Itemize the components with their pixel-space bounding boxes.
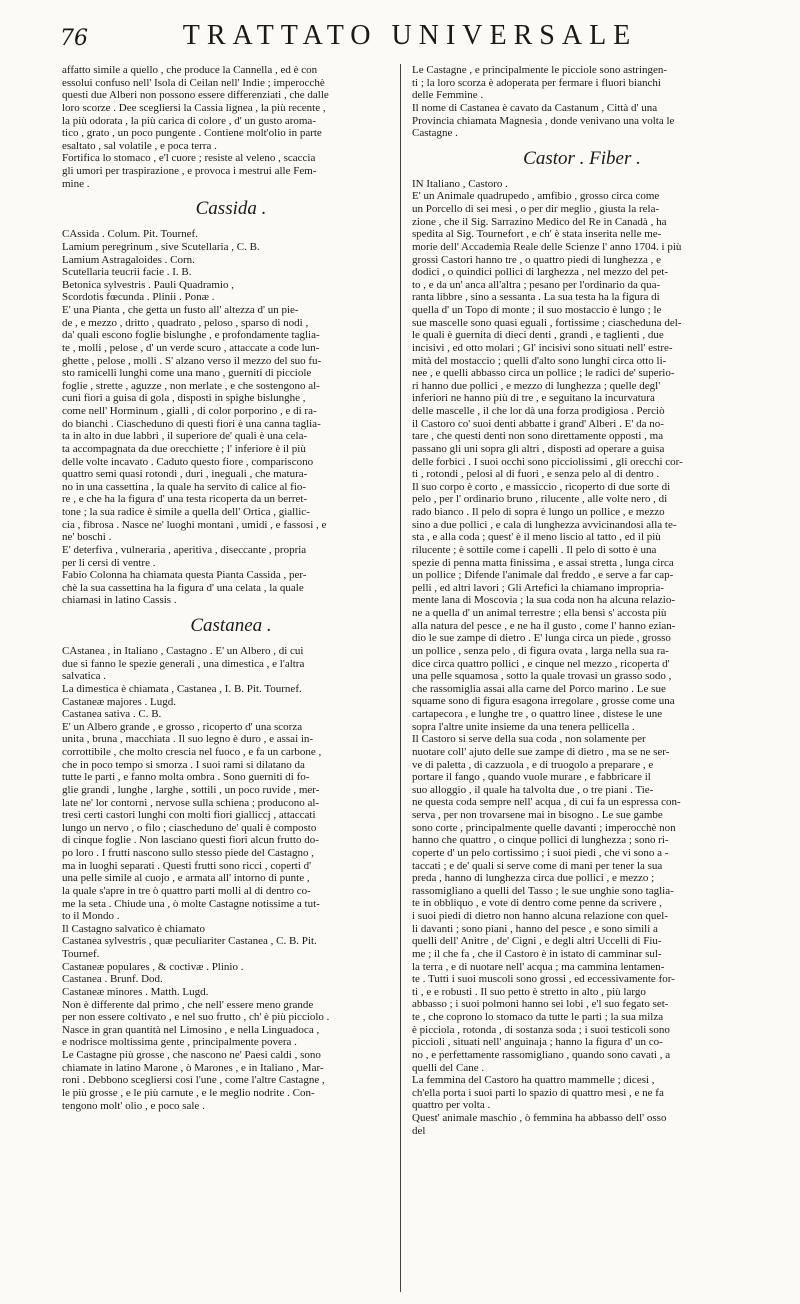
page-number: 76 — [60, 26, 88, 51]
text-line: Le Castagne più grosse , che nascono ne' Paesi caldi , sono — [62, 1049, 321, 1061]
text-line: da' quali escono foglie bislunghe , e profondamente taglia- — [62, 329, 320, 342]
text-line: gli umori per traspirazione , e provoca i mestrui alle Fem- — [62, 165, 317, 177]
left-column — [62, 64, 400, 1112]
text-line: serva , per non trovarsene mai in bisogno . Le sue gambe — [412, 809, 663, 821]
text-line: per li cersi di ventre . — [62, 556, 156, 569]
text-line: loro scorze . Dee scegliersi la Cassia lignea , la più recente , — [62, 101, 326, 114]
text-line: te , che coprono lo stomaco da tutte le parti ; la sua milza — [412, 1011, 664, 1023]
text-line: esaltato , sal volatile , e poca terra . — [62, 139, 217, 152]
text-line: tone ; la sua radice è simile a quella dell' Ortica , giallic- — [62, 506, 310, 518]
text-line: Castanea . Brunf. Dod. — [62, 973, 163, 986]
running-title: TRATTATO UNIVERSALE — [182, 20, 638, 51]
text-line: Lamium Astragaloides . Corn. — [62, 253, 195, 266]
text-line: La dimestica è chiamata , Castanea , I. B. Pit. Tournef. — [62, 682, 302, 695]
text-line: la terra , e di nuotare nell' acqua ; ma cammina lentamen- — [412, 960, 665, 973]
text-line: quelli del Cane . — [412, 1061, 485, 1074]
section-heading: Castanea . — [190, 615, 272, 636]
text-line: pelli , ed altri lavori ; Gli Artefici la chiamano impropria- — [412, 581, 665, 594]
text-line: ch'ella porta i suoi parti lo spazio di quattro mesi , e ne fa — [412, 1086, 664, 1099]
text-line: po loro . I frutti nascono sullo stesso piede del Castagno , — [62, 847, 315, 859]
text-line: roni . Debbono scegliersi così l'une , come l'altre Castagne , — [62, 1074, 325, 1087]
section-heading: Castor . Fiber . — [523, 147, 641, 169]
text-line: essolui confuso nell' Isola di Ceilan nell' Indie ; imperocchè — [62, 76, 325, 89]
text-line: per non essere coltivato , e nel suo frutto , ch' è più picciolo . — [62, 1011, 330, 1024]
text-line: de , e mezzo , dritto , quadrato , peloso , sparso di nodi , — [62, 316, 309, 329]
text-line: glie grandi , lunghe , larghe , sottili , un poco ruvide , mer- — [62, 783, 320, 796]
text-line: chiamate in latino Marone , ò Marones , e in Italiano , Mar- — [62, 1061, 324, 1074]
text-line: delle volte incavato . Caduto questo fiore , compariscono — [62, 455, 314, 468]
text-line: E' un Albero grande , e grosso , ricoperto d' una scorza — [62, 720, 303, 733]
text-line: spedita al Sig. Tournefort , e ch' è stata inserita nelle me- — [412, 228, 662, 241]
text-line: inferiori ne hanno più di tre , e seguitano la incurvatura — [412, 392, 655, 405]
text-line: nee , e quelli abbasso circa un pollice ; le radici de' superio- — [412, 367, 675, 380]
text-line: le quali è guernita di dieci denti , grandi , e taglienti , due — [412, 329, 664, 342]
text-line: mente lana di Moscovia ; la sua coda non ha alcuna relazio- — [412, 594, 675, 607]
text-line: Scutellaria teucrii facie . I. B. — [62, 266, 192, 279]
text-line: mità del mostaccio ; quelli d'alto sono lunghi circa otto li- — [412, 354, 667, 367]
text-line: ghette , pelose , molli . S' alzano verso il mezzo del suo fu- — [62, 354, 322, 367]
text-line: no , e perfettamente rassomigliano , quando sono cavati , a — [412, 1048, 671, 1061]
text-line: la quale s'apre in tre ò quattro parti molli al di dentro co- — [62, 884, 311, 897]
text-line: ve di paletta , di cazzuola , e di truogolo a preparare , e — [412, 758, 654, 771]
text-line: piccioli , situati nell' anguinaja ; hanno la figura d' un co- — [412, 1036, 663, 1049]
text-line: Tournef. — [62, 948, 100, 960]
text-line: il Castoro co' suoi denti abbatte i grand' Alberi . E' da no- — [412, 417, 664, 430]
text-line: chè la sua cassettina ha la figura d' una celata , la quale — [62, 581, 304, 594]
text-line: te . Tutti i suoi muscoli sono grossi , ed eccessivamente for- — [412, 973, 675, 986]
text-line: nuotare coll' ajuto delle sue zampe di dietro , ma se ne ser- — [412, 745, 670, 758]
text-line: zione , che il Sig. Sarrazino Medico del Re in Canadà , ha — [412, 215, 667, 228]
text-line: Castanea sylvestris , quæ peculiariter Castanea , C. B. Pit. — [62, 935, 317, 948]
text-line: Fabio Colonna ha chiamata questa Pianta Cassida , per- — [62, 569, 307, 582]
text-line: Le Castagne , e principalmente le picciole sono astringen- — [412, 64, 668, 76]
text-line: Il Castagno salvatico è chiamato — [62, 922, 205, 935]
text-line: dio le sue zampe di dietro . E' lunga circa un piede , grosso — [412, 632, 671, 645]
text-line: grossi Castori hanno tre , o quattro piedi di lunghezza , e — [412, 253, 661, 266]
text-line: ti ; la loro scorza è adoperata per fermare i fluori bianchi — [412, 76, 661, 89]
text-line: un Porcello di sei mesi , o per dir meglio , giusta la rela- — [412, 203, 660, 215]
text-line: sino a due pollici , e cala di lunghezza avvicinandosi alla te- — [412, 518, 677, 531]
text-line: Provincia chiamata Magnesia , donde venivano una volta le — [412, 114, 675, 127]
text-line: i suoi piedi di dietro non hanno alcuna relazione con quel- — [412, 910, 668, 922]
text-line: del — [412, 1124, 426, 1137]
text-line: E' un Animale quadrupedo , amfibio , grosso circa come — [412, 190, 660, 203]
text-line: cartapecora , e lunghe tre , o quattro linee , distese le une — [412, 708, 663, 720]
text-line: un pollice ; Difende l'animale dal freddo , e serve a far cap- — [412, 569, 674, 582]
text-line: do bianchi . Ciascheduno di questi fiori è una canna taglia- — [62, 417, 321, 430]
text-line: Scordotis fœcunda . Plinii . Ponæ . — [62, 291, 215, 304]
text-line: Castaneæ minores . Matth. Lugd. — [62, 985, 209, 998]
text-line: Nasce in gran quantità nel Limosino , e nella Linguadoca , — [62, 1023, 320, 1036]
text-line: tico , grato , un poco pungente . Contiene molt'olio in parte — [62, 127, 322, 140]
text-line: e nodrisce moltissima gente , principalmente povera . — [62, 1036, 297, 1049]
right-column — [412, 64, 752, 1137]
section-heading: Cassida . — [195, 198, 267, 220]
text-line: la più odorata , la più carica di colore , d' un gusto aroma- — [62, 114, 316, 127]
text-line: suo alloggio , il quale ha talvolta due , o tre piani . Tie- — [412, 783, 654, 796]
text-line: alla natura del pesce , e ne ha il gusto , come l' hanno ezian- — [412, 619, 676, 632]
text-line: portare il fango , quando vuole murare , e fabbricare il — [412, 771, 651, 784]
text-line: affatto simile a quello , che produce la Cannella , ed è con — [62, 64, 318, 76]
text-line: tresì certi castori lunghi con molti fiori gialliccj , attaccati — [62, 809, 316, 822]
text-line: morie dell' Accademia Reale delle Scienze l' anno 1704. i più — [412, 240, 682, 253]
text-line: mine . — [62, 177, 90, 190]
text-line: squame sono di figura esagona irregolare , grosse come una — [412, 695, 675, 708]
text-line: rassomigliano a quelli del Tasso ; le sue unghie sono taglia- — [412, 884, 674, 897]
text-line: quattro per volta . — [412, 1099, 491, 1112]
text-line: passano gli uni sopra gli altri , disposti ad operare a guisa — [412, 442, 665, 455]
text-line: quattro semi quasi rotondi , duri , ineguali , che matura- — [62, 468, 308, 481]
text-line: salvatica . — [62, 670, 106, 683]
text-line: sono corte , principalmente quelle davanti ; imperocchè non — [412, 821, 676, 834]
text-line: tare , che questi denti non sono direttamente opposti , ma — [412, 430, 664, 443]
text-line: to , e da un' anca all'altra ; pesano per l'ordinario da qua- — [412, 278, 661, 291]
text-line: che rassomiglia assai alla carne del Porco marino . Le sue — [412, 682, 666, 695]
text-line: li davanti ; sono piani , hanno del pesce , e sono simili a — [412, 922, 658, 935]
text-line: Il suo corpo è corto , e massiccio , ricoperto di due sorte di — [412, 480, 671, 493]
text-line: rilucente ; è sottile come i capelli . Il pelo di sotto è una — [412, 543, 657, 556]
text-line: delle Femmine . — [412, 89, 484, 102]
text-line: tengono molt' olio , e poco sale . — [62, 1099, 205, 1112]
text-line: CAstanea , in Italiano , Castagno . E' un Albero , di cui — [62, 645, 304, 657]
text-line: IN Italiano , Castoro . — [412, 177, 508, 190]
text-line: come nell' Horminum , gialli , di color porporino , e di ra- — [62, 405, 317, 417]
text-line: ne' boschi . — [62, 531, 112, 544]
text-line: coperte d' un pelo cortissimo ; i suoi piedi , che vi sono a - — [412, 846, 669, 859]
text-line: ma in luoghi separati . Questi frutti sono ricci , coperti d' — [62, 859, 312, 872]
text-line: E' deterfiva , vulneraria , aperitiva , diseccante , propria — [62, 543, 307, 556]
text-line: ranta libbre , sino a sessanta . La sua testa ha la figura di — [412, 291, 660, 304]
text-line: quella d' un Topo di monte ; il suo mostaccio è lungo ; le — [412, 304, 662, 316]
text-line: cia , fibrosa . Nasce ne' luoghi montani , umidi , e fassosi , e — [62, 518, 327, 531]
text-line: Fortifica lo stomaco , e'l cuore ; resiste al veleno , scaccia — [62, 152, 316, 165]
text-line: cuni fiori a guisa di gola , disposti in spighe bislunghe , — [62, 392, 306, 405]
text-line: hanno che quattro , o cinque pollici di lunghezza ; sono ri- — [412, 834, 669, 847]
text-line: ta accompagnata da due orecchiette ; l' inferiore è il più — [62, 442, 306, 455]
text-line: ti , e e robusti . Il suo petto è stretto in alto , più largo — [412, 985, 646, 998]
text-line: chiamasi in latino Cassis . — [62, 594, 177, 607]
text-line: Quest' animale maschio , ò femmina ha abbasso dell' osso — [412, 1112, 667, 1124]
text-line: Lamium peregrinum , sive Scutellaria , C. B. — [62, 240, 260, 253]
text-line: ne a quella d' un animal terrestre ; ella bensì s' accosta più — [412, 607, 667, 619]
page-header — [60, 18, 760, 58]
text-line: preda , hanno di lunghezza circa due pollici , e mezzo ; — [412, 872, 655, 885]
text-line: Il nome di Castanea è cavato da Castanum , Città d' una — [412, 101, 658, 114]
text-line: no in una cassettina , la quale ha servito di calice al fio- — [62, 480, 307, 493]
text-line: re , e che ha la figura d' una testa ricoperta da un berret- — [62, 493, 308, 506]
text-line: questi due Alberi non possono essere differenziati , che dalle — [62, 89, 329, 102]
text-line: dodici , o quindici pollici di larghezza , nel mezzo del pet- — [412, 266, 669, 279]
text-line: un pollice , senza pelo , di figura ovata , larga nella sua ra- — [412, 644, 669, 657]
text-line: è picciola , rotonda , di sostanza soda ; i suoi testicoli sono — [412, 1023, 670, 1036]
text-line: lungo un nervo , o filo ; ciascheduno de' quali è composto — [62, 821, 317, 834]
text-line: ti , rotondi , pelosi al di fuori , e senza pelo al di dentro . — [412, 468, 660, 481]
text-line: CAssida . Colum. Pit. Tournef. — [62, 228, 198, 241]
text-line: ta in alto in due labbri , il superiore de' quali è una cela- — [62, 430, 308, 443]
text-line: te in obbliquo , e vote di dentro come penne da scrivere , — [412, 897, 662, 910]
text-line: Non è differente dal primo , che nell' essere meno grande — [62, 998, 314, 1011]
text-line: ri hanno due pollici , e mezzo di lunghezza ; quelle degl' — [412, 379, 661, 392]
column-divider — [400, 64, 401, 1292]
text-line: le più grosse , e le più carnute , e le meglio nodrite . Con- — [62, 1086, 315, 1099]
text-line: E' una Pianta , che getta un fusto all' altezza d' un pie- — [62, 304, 299, 316]
text-line: incisivi , ed otto molari ; Gl' incisivi sono situati nell' estre- — [412, 341, 673, 354]
text-line: due si fanno le spezie generali , una dimestica , e l'altra — [62, 657, 305, 670]
text-line: di cinque foglie . Non lasciano questi fiori alcun frutto do- — [62, 834, 319, 847]
text-line: pelo , per l' ordinario bruno , rilucente , alle volte nero , di — [412, 493, 668, 506]
text-line: sto ramicelli lunghi come una mano , guerniti di picciole — [62, 367, 312, 380]
text-line: quelli dell' Anitre , de' Cigni , e degli altri Uccelli di Fiu- — [412, 935, 662, 948]
text-line: una pelle squamosa , sotto la quale trovasi un grasso sodo , — [412, 670, 672, 683]
text-line: che in poco tempo si smorza . I suoi rami si dilatano da — [62, 758, 305, 771]
text-line: sopra l'altre unite insieme da una tenera pellicella . — [412, 720, 635, 733]
text-line: tutte le parti , e fanno molta ombra . Sono guerniti di fo- — [62, 771, 310, 784]
text-line: taccati ; e de' quali si serve come di mani per tener la sua — [412, 859, 663, 872]
text-line: late ne' lor contorni , nervose sulla schiena ; producono al- — [62, 796, 320, 809]
text-line: unita , bruna , macchiata . Il suo legno è duro , e assai in- — [62, 733, 314, 746]
text-line: dice circa quattro pollici , e cinque nel mezzo , ricoperta d' — [412, 657, 670, 670]
text-line: foglie , strette , aguzze , non merlate , e che sostengono al- — [62, 379, 320, 392]
text-line: to il Mondo . — [62, 910, 120, 923]
text-line: Castagne . — [412, 127, 458, 140]
text-line: ne questa coda sempre nell' acqua , di cui fa un espressa con- — [412, 796, 681, 809]
text-line: Castaneæ majores . Lugd. — [62, 695, 176, 708]
text-line: abbasso ; i suoi polmoni hanno sei lobi , e'l suo fegato set- — [412, 998, 669, 1011]
text-line: rado bianco . Il pelo di sopra è lungo un pollice , e mezzo — [412, 506, 665, 518]
text-line: sta , e alla coda ; quest' è il meno liscio al tatto , ed il più — [412, 531, 661, 544]
text-line: La femmina del Castoro ha quattro mammelle ; dicesi , — [412, 1074, 655, 1087]
text-line: Betonica sylvestris . Pauli Quadramio , — [62, 278, 234, 291]
text-line: delle forbici . I suoi occhi sono picciolissimi , gli orecchi cor- — [412, 455, 683, 468]
text-line: delle mascelle , il che lor dà una forza prodigiosa . Perciò — [412, 405, 665, 417]
text-line: te , molli , pelose , d' un verde scuro , attaccate a code lun- — [62, 341, 320, 354]
text-line: Castaneæ populares , & coctivæ . Plinio . — [62, 960, 244, 973]
text-line: Castanea sativa . C. B. — [62, 708, 162, 721]
text-line: Il Castoro si serve della sua coda , non solamente per — [412, 733, 646, 746]
text-line: me ; il che fa , che il Castoro è in istato di camminar sul- — [412, 947, 662, 960]
text-line: sue mascelle sono quasi eguali , fortissime ; ciascheduna del- — [412, 316, 682, 329]
text-line: corrottibile , che molto crescia nel fuoco , e fa un carbone , — [62, 746, 322, 758]
text-line: me la seta . Chiude una , ò molte Castagne notissime a tut- — [62, 897, 320, 910]
text-line: una pelle simile al cuojo , e armata all' intorno di punte , — [62, 872, 310, 885]
text-line: spezie di penna matta finissima , e assai stretta , lunga circa — [412, 556, 674, 569]
